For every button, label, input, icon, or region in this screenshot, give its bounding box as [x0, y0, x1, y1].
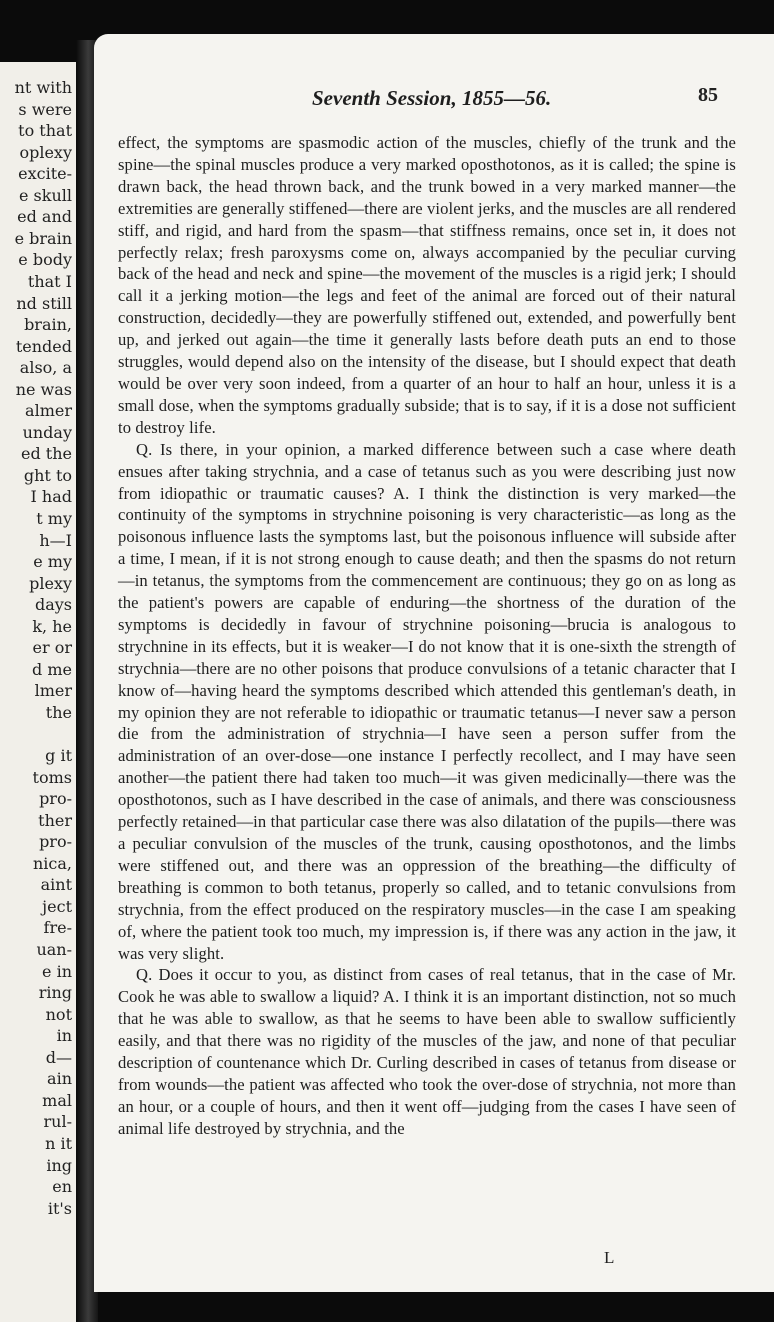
paragraph-continuation: effect, the symptoms are spasmodic action of the muscles, chiefly of the trunk and the spine—the spinal muscles produce a very marked oposthotonos, as it is called; the spine is drawn back, the head thrown back, and the trunk bowed in a very marked manner—the extremities are generally stiffened—there are violent jerks, and the muscles are all rendered stiff, and rigid, and hard from the spasm—that stiffness remains, once set in, it does not perfectly relax; fresh paroxysms come on, always accompanied by the peculiar curving back of the head and neck and spine—the movement of the muscles is a rigid jerk; I should call it a jerking motion—the legs and feet of the animal are forced out of their natural construction, decidedly—they are powerfully stiffened out, extended, and powerfully bent up, and jerked out again—the time it generally lasts before death puts an end to those struggles, would depend also on the intensity of the disease, but I should expect that death would be over very soon indeed, from a quarter of an hour to half an hour, unless it is a small dose, when the symptoms gradually subside; that is to say, if it is a dose not sufficient to destroy life.: [118, 133, 736, 437]
facing-page-line: h—I: [39, 530, 72, 550]
facing-page-line: d me: [32, 659, 72, 679]
facing-page-line: g it: [45, 746, 72, 766]
facing-page-line: ther: [38, 810, 72, 830]
facing-page-line: s were: [18, 99, 72, 119]
facing-page-line: not: [45, 1004, 72, 1024]
facing-page-line: e brain: [14, 228, 72, 248]
facing-page-line: that I: [27, 271, 72, 291]
page-number: 85: [698, 84, 718, 106]
facing-page-line: brain,: [24, 315, 72, 335]
facing-page-line: pro-: [39, 832, 72, 852]
facing-page-line: days: [34, 595, 72, 615]
paragraph-question-2: Q. Does it occur to you, as distinct from cases of real tetanus, that in the case of Mr. Cook he was able to swallow a liquid? A. I think it is an important distinction, not so much that he was able to swallow, as that he seems to have been able to swallow sufficiently easily, and that there was no rigidity of the muscles of the jaw, and none of that peculiar description of countenance which Dr. Curling described in cases of tetanus from disease or from wounds—the patient was affected who took the over-dose of strychnia, not more than an hour, or a couple of hours, and then it went off—judging from the cases I have seen of animal life destroyed by strychnia, and the: [118, 965, 736, 1138]
facing-page-line: tended: [15, 336, 72, 356]
facing-page-line: e in: [42, 961, 72, 981]
facing-page-line: pro-: [39, 789, 72, 809]
running-head-text: Seventh Session, 1855—56.: [312, 86, 552, 110]
facing-page-line: ed and: [17, 207, 72, 227]
facing-page-line: the: [45, 702, 72, 722]
facing-page-line: e skull: [19, 185, 72, 205]
facing-page-line: nd still: [16, 293, 72, 313]
facing-page-line: lmer: [34, 681, 72, 701]
facing-page-line: ing: [46, 1155, 72, 1175]
facing-page-line: ject: [42, 896, 72, 916]
facing-page-line: rul-: [43, 1112, 72, 1132]
signature-mark: L: [604, 1248, 615, 1267]
facing-page-line: mal: [42, 1090, 72, 1110]
facing-page-line: toms: [32, 767, 72, 787]
book-page: [94, 34, 774, 1292]
facing-page-line: it's: [47, 1198, 72, 1218]
paragraph-question-1: Q. Is there, in your opinion, a marked difference between such a case where death ensues after taking strychnia, and a case of tetanus such as you were describing just now from idiopathic or traumatic causes? A. I think the distinction is very marked—the continuity of the symptoms in strychnine poisoning is very characteristic—as long as the poisonous influence lasts the symptoms last, but the poisonous influence will subside after a time, I mean, if it is not strong enough to cause death; and then the spasms do not return—in tetanus, the symptoms from the commencement are continuous; they go on as long as the patient's powers are capable of enduring—the shortness of the duration of the symptoms is decidedly in favour of strychnine poisoning—brucia is analogous to strychnine in its effects, but it is weaker—I do not know that it is one-sixth the strength of strychnia—there are no other poisons that produce convulsions of a tetanic character that I know of—having heard the symptoms described which attended this gentleman's death, in my opinion they are not referable to idiopathic or traumatic tetanus—I never saw a person die from the administration of strychnia—I have seen a person suffer from the administration of an over-dose—one instance I perfectly recollect, and I may have seen another—the patient there had taken too much—it was given medicinally—there was the oposthotonos, such as I have described in the case of animals, and there was consciousness perfectly retained—in that particular case there was also dilatation of the pupils—there was a peculiar convulsion of the muscles of the trunk, causing oposthotonos, and the limbs were stiffened out, and there was an oppression of the breathing—the difficulty of breathing is common to both tetanus, properly so called, and to tetanic convulsions from strychnia, from the effect produced on the respiratory muscles—in the case I am speaking of, where the patient took too much, my impression is, if there was any action in the jaw, it was very slight.: [118, 439, 736, 963]
facing-page-fragment: [0, 62, 78, 1322]
facing-page-line: unday: [22, 422, 72, 442]
facing-page-line: ring: [38, 983, 72, 1003]
facing-page-line: plexy: [29, 573, 72, 593]
facing-page-line: e body: [18, 250, 72, 270]
facing-page-line: e my: [33, 552, 72, 572]
facing-page-line: I had: [30, 487, 72, 507]
facing-page-line: almer: [25, 401, 72, 421]
page-header: [94, 84, 774, 114]
facing-page-line: ain: [47, 1069, 72, 1089]
body-text: [118, 132, 736, 1140]
facing-page-line: in: [56, 1026, 72, 1046]
facing-page-line: aint: [40, 875, 72, 895]
facing-page-line: oplexy: [19, 142, 72, 162]
facing-page-line: n it: [45, 1133, 72, 1153]
facing-page-line: t my: [36, 509, 72, 528]
facing-page-line: k, he: [32, 616, 72, 636]
running-head: [312, 86, 551, 111]
facing-page-line: excite-: [18, 164, 72, 184]
facing-page-line: nt with: [14, 78, 72, 97]
facing-page-line: d—: [45, 1047, 72, 1067]
facing-page-line: ne was: [15, 379, 72, 399]
facing-page-line: to that: [18, 121, 72, 141]
facing-page-line: en: [52, 1177, 72, 1197]
facing-page-line: nica,: [32, 853, 72, 873]
facing-page-line: ed the: [21, 444, 72, 464]
facing-page-line: also, a: [19, 358, 72, 378]
facing-page-line: fre-: [43, 918, 72, 938]
facing-page-line: ght to: [23, 465, 72, 485]
facing-page-line: er or: [32, 638, 72, 658]
facing-page-line: uan-: [36, 940, 72, 959]
